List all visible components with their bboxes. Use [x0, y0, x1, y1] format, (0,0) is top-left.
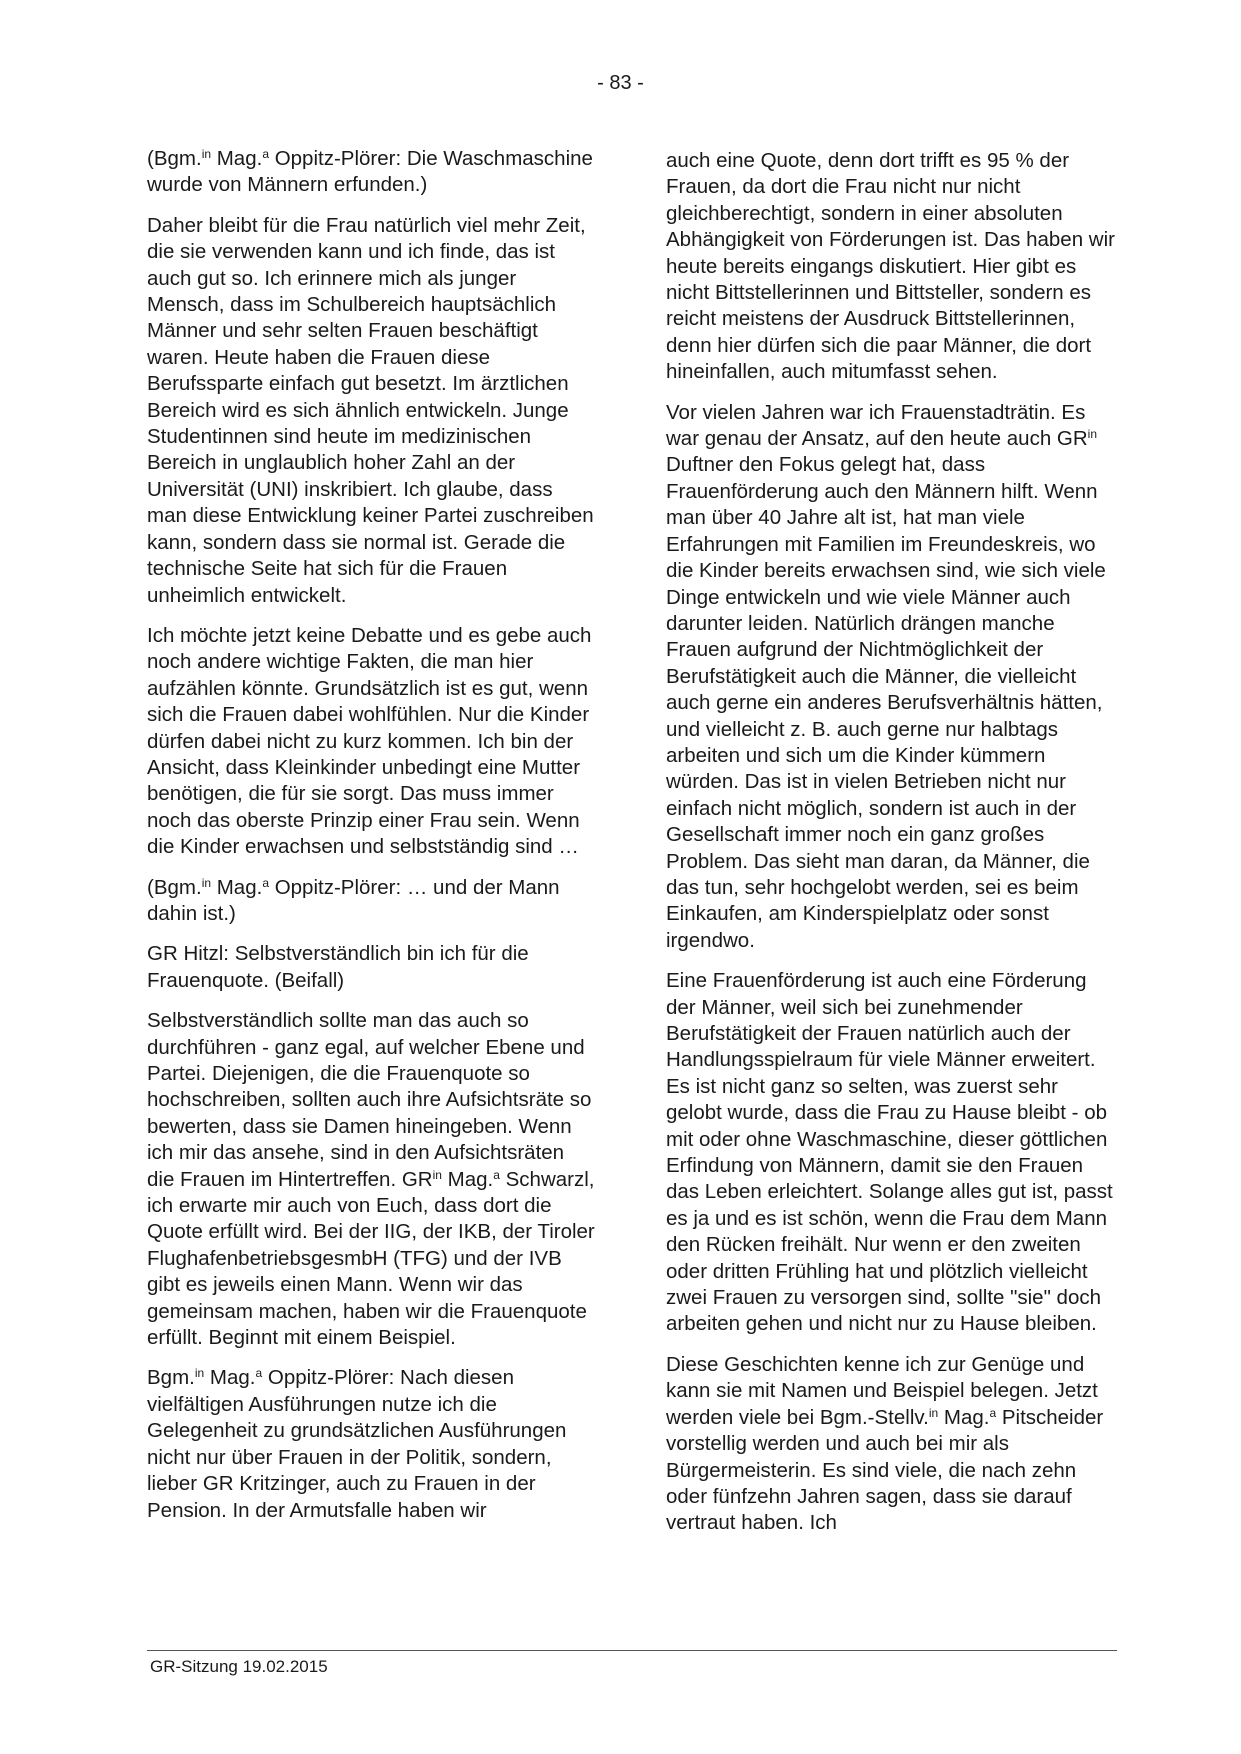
paragraph: (Bgm.$^{in}$ Mag.$^a$ Oppitz-Plörer: Die Waschmaschine wurde von Männern erfunden.) — [147, 147, 593, 197]
paragraph: Bgm.$^{in}$ Mag.$^a$ Oppitz-Plörer: Nach diesen vielfältigen Ausführungen nutze ich die Gelegenheit zu grundsätzlichen Ausführungen nicht nur über Frauen in der Politik, sondern, lieber GR Kritzinger, auch zu Frauen in der Pension. In der Armutsfalle haben wir — [147, 1366, 567, 1522]
left-column — [147, 146, 597, 1538]
right-column — [666, 148, 1116, 1551]
paragraph: GR Hitzl: Selbstverständlich bin ich für die Frauenquote. (Beifall) — [147, 942, 529, 992]
paragraph: Vor vielen Jahren war ich Frauenstadträtin. Es war genau der Ansatz, auf den heute auch $GR^{in}$ Duftner den Fokus gelegt hat, dass Frauenförderung auch den Männern hilft. Wenn man über 40 Jahre alt ist, hat man viele Erfahrungen mit Familien im Freundeskreis, wo die Kinder bereits erwachsen sind, wie sich viele Dinge entwickeln und wie viele Männer auch darunter leiden. Natürlich drängen manche Frauen aufgrund der Nichtmöglichkeit der Berufstätigkeit auch die Männer, die vielleicht auch gerne ein anderes Berufsverhältnis hätten, und vielleicht z. B. auch gerne nur halbtags arbeiten und sich um die Kinder kümmern würden. Das ist in vielen Betrieben nicht nur einfach nicht möglich, sondern ist auch in der Gesellschaft immer noch ein ganz großes Problem. Das sieht man daran, da Männer, die das tun, sehr hochgelobt werden, sei es beim Einkaufen, am Kinderspielplatz oder sonst irgendwo. — [666, 400, 1106, 952]
footer-label: GR-Sitzung 19.02.2015 — [150, 1657, 328, 1676]
paragraph: auch eine Quote, denn dort trifft es 95 % der Frauen, da dort die Frau nicht nur nicht gleichberechtigt, sondern in einer absoluten Abhängigkeit von Förderungen ist. Das haben wir heute bereits eingangs diskutiert. Hier gibt es nicht Bittstellerinnen und Bittsteller, sondern es reicht meistens der Ausdruck Bittstellerinnen, denn hier dürfen sich die paar Männer, die dort hineinfallen, auch mitumfasst sehen. — [666, 149, 1115, 384]
page-number: - 83 - — [597, 72, 644, 94]
paragraph: (Bgm.$^{in}$ Mag.$^a$ Oppitz-Plörer: … und der Mann dahin ist.) — [147, 875, 560, 925]
paragraph: Selbstverständlich sollte man das auch so durchführen - ganz egal, auf welcher Ebene und Partei. Diejenigen, die die Frauenquote so hochschreiben, sollten auch ihre Aufsichtsräte so bewerten, dass sie Damen hineingeben. Wenn ich mir das ansehe, sind in den Aufsichtsräten die Frauen im Hintertreffen. $GR^{in}$ Mag.$^a$ Schwarzl, ich erwarte mir auch von Euch, dass dort die Quote erfüllt wird. Bei der IIG, der IKB, der Tiroler FlughafenbetriebsgesmbH (TFG) und der IVB gibt es jeweils einen Mann. Wenn wir das gemeinsam machen, haben wir die Frauenquote erfüllt. Beginnt mit einem Beispiel. — [147, 1009, 595, 1350]
paragraph: Eine Frauenförderung ist auch eine Förderung der Männer, weil sich bei zunehmender Berufstätigkeit der Frauen natürlich auch der Handlungsspielraum für viele Männer erweitert. Es ist nicht ganz so selten, was zuerst sehr gelobt wurde, dass die Frau zu Hause bleibt - ob mit oder ohne Waschmaschine, dieser göttlichen Erfindung von Männern, damit sie den Frauen das Leben erleichtert. Solange alles gut ist, passt es ja und es ist schön, wenn die Frau dem Mann den Rücken freihält. Nur wenn er den zweiten oder dritten Frühling hat und plötzlich vielleicht zwei Frauen zu versorgen sind, sollte "sie" doch arbeiten gehen und nicht nur zu Hause bleiben. — [666, 969, 1113, 1336]
footer-divider — [147, 1650, 1117, 1651]
paragraph: Ich möchte jetzt keine Debatte und es gebe auch noch andere wichtige Fakten, die man hier aufzählen könnte. Grundsätzlich ist es gut, wenn sich die Frauen dabei wohlfühlen. Nur die Kinder dürfen dabei nicht zu kurz kommen. Ich bin der Ansicht, dass Kleinkinder unbedingt eine Mutter benötigen, die für sie sorgt. Das muss immer noch das oberste Prinzip einer Frau sein. Wenn die Kinder erwachsen und selbstständig sind … — [147, 623, 592, 859]
paragraph: Daher bleibt für die Frau natürlich viel mehr Zeit, die sie verwenden kann und ich finde, das ist auch gut so. Ich erinnere mich als junger Mensch, dass im Schulbereich hauptsächlich Männer und sehr selten Frauen beschäftigt waren. Heute haben die Frauen diese Berufssparte einfach gut besetzt. Im ärztlichen Bereich wird es sich ähnlich entwickeln. Junge Studentinnen sind heute im medizinischen Bereich in unglaublich hoher Zahl an der Universität (UNI) inskribiert. Ich glaube, dass man diese Entwicklung keiner Partei zuschreiben kann, sondern dass sie normal ist. Gerade die technische Seite hat sich für die Frauen unheimlich entwickelt. — [147, 213, 594, 607]
paragraph: Diese Geschichten kenne ich zur Genüge und kann sie mit Namen und Beispiel belegen. Jetzt werden viele bei Bgm.-Stellv.$^{in}$ Mag.$^a$ Pitscheider vorstellig werden und auch bei mir als Bürgermeisterin. Es sind viele, die nach zehn oder fünfzehn Jahren sagen, dass sie darauf vertraut haben. Ich — [666, 1352, 1104, 1535]
